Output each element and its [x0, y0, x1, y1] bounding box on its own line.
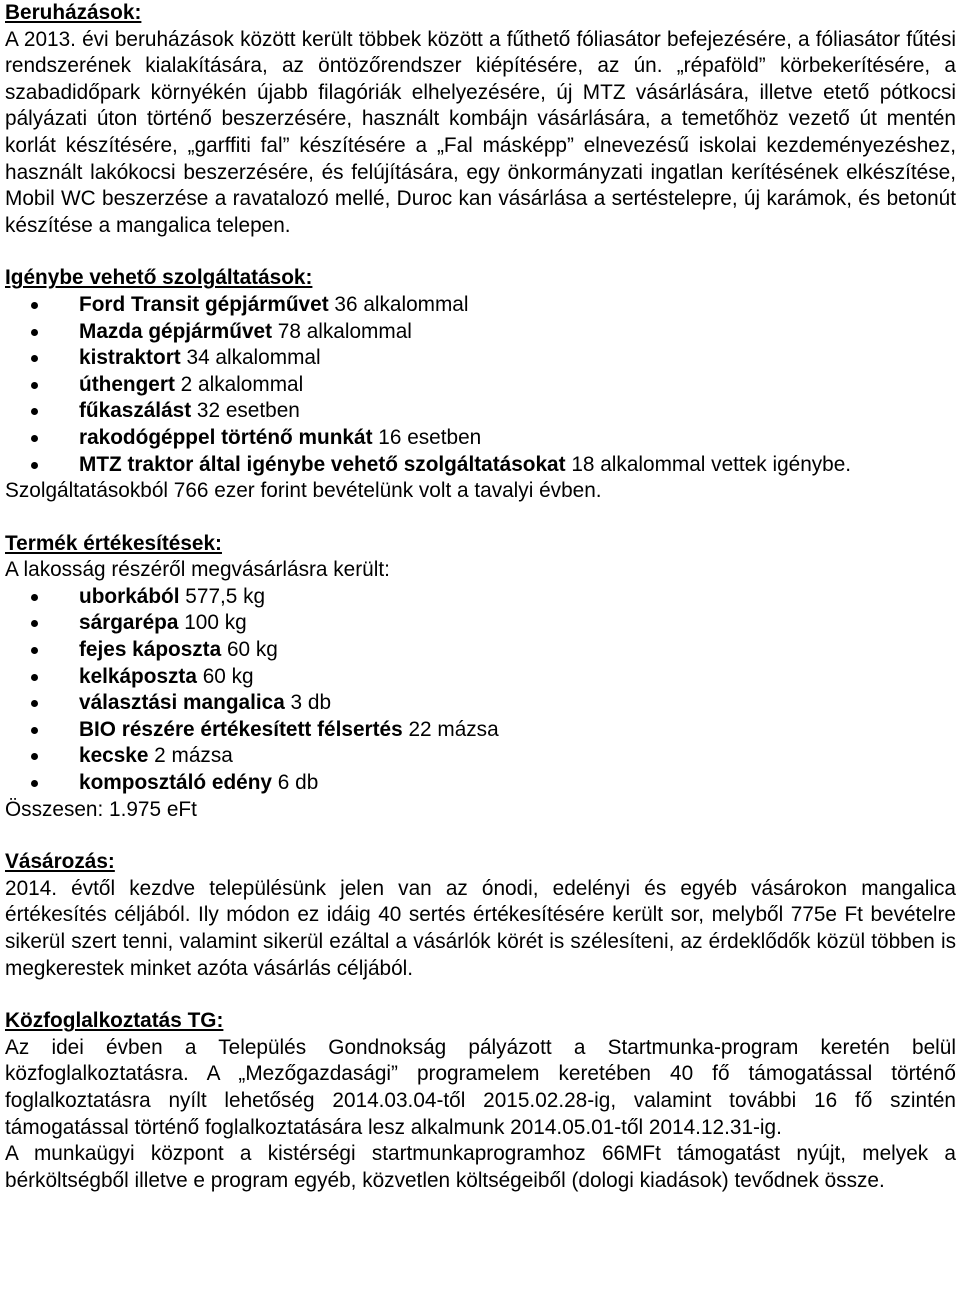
list-item	[5, 452, 956, 479]
services-list	[5, 292, 956, 478]
list-item	[5, 319, 956, 346]
list-item	[5, 770, 956, 797]
paragraph-vasarozas: 2014. évtől kezdve településünk jelen van az ónodi, edelényi és egyéb vásárokon mangalica értékesítés céljából. Ily módon ez idáig 40 sertés értékesítésére került sor, melyből 775e Ft bevételre sikerül szert tenni, valamint sikerül ezáltal a vásárlók körét is szélesíteni, az érdeklődők közül többen is megkerestek minket azóta vásárlás céljából.	[5, 876, 956, 980]
list-item-bold: fejes káposzta	[79, 638, 222, 662]
paragraph-beruhazasok: A 2013. évi beruházások között került többek között a fűthető fóliasátor befejezésére, a fóliasátor fűtési rendszerének kialakítására, az öntözőrendszer kiépítésére, az ún. „répaföld” körbekerítésére, a szabadidőpark környékén újabb filagóriák elhelyezésére, új MTZ vásárlására, illetve etető pótkocsi pályázati úton történő beszerzésére, használt kombájn vásárlására, a temetőhöz vezető út mentén korlát készítésére, „garffiti fal” készítésére a „Fal másképp” elnevezésű iskolai kezdeményezéshez, használt lakókocsi beszerzésére, és felújítására, egy önkormányzati ingatlan kerítésének elkészítése, Mobil WC beszerzése a ravatalozó mellé, Duroc kan vásárlása a sertéstelepre, új karámok, és betonút készítése a mangalica telepen.	[5, 27, 956, 237]
paragraph-kozfoglalkoztatas-1: Az idei évben a Település Gondnokság pályázott a Startmunka-program keretén belül közfoglalkoztatásra. A „Mezőgazdasági” programelem keretében 40 fő támogatással történő foglalkoztatásra nyílt lehetőség 2014.03.04-től 2015.02.28-ig, valamint további 16 fő szintén támogatással történő foglalkoztatására lesz alkalmunk 2014.05.01-től 2014.12.31-ig.	[5, 1035, 956, 1139]
list-item-text: 34 alkalommal	[180, 346, 321, 370]
list-item	[5, 690, 956, 717]
list-item-text: 32 esetben	[191, 399, 300, 423]
list-item-bold: fűkaszálást	[79, 399, 192, 423]
list-item	[5, 664, 956, 691]
heading-vasarozas: Vásározás:	[5, 850, 115, 874]
list-item-text: 577,5 kg	[179, 584, 266, 608]
list-item	[5, 372, 956, 399]
list-item-text: 78 alkalommal	[272, 319, 412, 343]
list-item-bold: kistraktort	[79, 346, 181, 370]
list-item	[5, 610, 956, 637]
list-item-bold: komposztáló edény	[79, 771, 272, 795]
list-item	[5, 637, 956, 664]
list-item-bold: MTZ traktor által igénybe vehető szolgáltatásokat	[79, 452, 566, 476]
heading-termek: Termék értékesítések:	[5, 531, 222, 555]
heading-szolgaltatasok: Igénybe vehető szolgáltatások:	[5, 266, 313, 290]
list-item-bold: kelkáposzta	[79, 664, 197, 688]
section-beruhazasok	[5, 0, 956, 239]
list-item	[5, 584, 956, 611]
list-item	[5, 292, 956, 319]
section-kozfoglalkoztatas	[5, 1008, 956, 1194]
list-item-bold: úthengert	[79, 372, 175, 396]
list-item	[5, 743, 956, 770]
list-item-text: 6 db	[272, 771, 319, 795]
list-item-bold: rakodógéppel történő munkát	[79, 425, 373, 449]
heading-beruhazasok: Beruházások:	[5, 1, 142, 24]
list-item-bold: Ford Transit gépjárművet	[79, 292, 329, 316]
list-item-text: 100 kg	[178, 611, 247, 635]
list-item	[5, 425, 956, 452]
products-total: Összesen: 1.975 eFt	[5, 797, 197, 821]
list-item	[5, 717, 956, 744]
section-vasarozas	[5, 849, 956, 982]
list-item-text: 36 alkalommal	[328, 292, 469, 316]
list-item-bold: kecske	[79, 744, 149, 768]
list-item-text: 2 alkalommal	[174, 372, 304, 396]
list-item-text: 18 alkalommal vettek igénybe.	[565, 452, 852, 476]
list-item	[5, 345, 956, 372]
list-item-text: 16 esetben	[372, 425, 482, 449]
list-item-text: 2 mázsa	[148, 744, 233, 768]
list-item	[5, 398, 956, 425]
list-item-bold: választási mangalica	[79, 691, 285, 715]
products-intro: A lakosság részéről megvásárlásra került:	[5, 558, 390, 582]
section-szolgaltatasok	[5, 265, 956, 504]
list-item-bold: uborkából	[79, 584, 180, 608]
list-item-bold: BIO részére értékesített félsertés	[79, 717, 403, 741]
list-item-text: 60 kg	[221, 638, 278, 662]
list-item-text: 22 mázsa	[402, 717, 499, 741]
list-item-bold: sárgarépa	[79, 611, 179, 635]
paragraph-kozfoglalkoztatas-2: A munkaügyi központ a kistérségi startmunkaprogramhoz 66MFt támogatást nyújt, melyek a bérköltségből illetve e program egyéb, közvetlen költségeiből (dologi kiadások) tevődnek össze.	[5, 1142, 956, 1192]
section-termek	[5, 531, 956, 824]
list-item-bold: Mazda gépjárművet	[79, 319, 273, 343]
services-revenue-note: Szolgáltatásokból 766 ezer forint bevételünk volt a tavalyi évben.	[5, 479, 602, 503]
products-list	[5, 584, 956, 797]
list-item-text: 3 db	[284, 691, 332, 715]
heading-kozfoglalkoztatas: Közfoglalkoztatás TG:	[5, 1009, 224, 1033]
list-item-text: 60 kg	[196, 664, 254, 688]
